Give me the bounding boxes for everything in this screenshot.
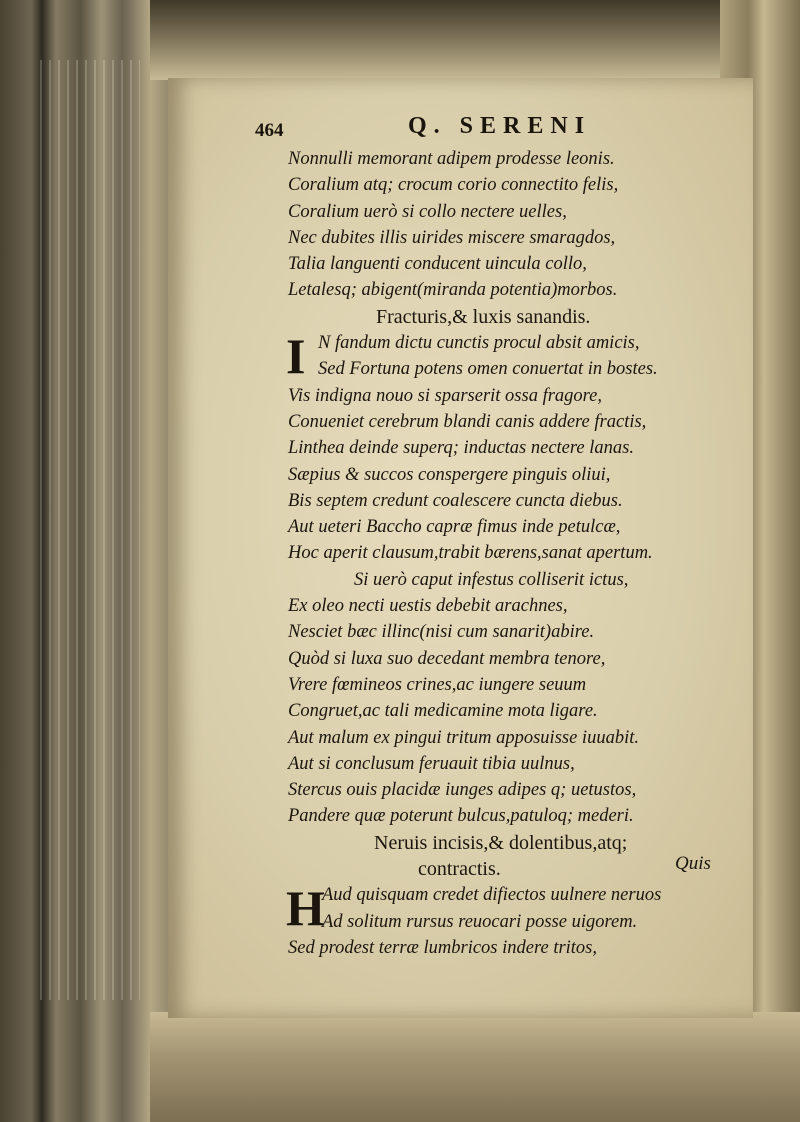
verse-line: Nesciet bæc illinc(nisi cum sanarit)abire. [288,622,595,643]
verse-line: Vrere fœmineos crines,ac iungere seuum [288,674,587,695]
verse-line: Coralium atq; crocum corio connectito felis, [288,175,619,196]
verse-line: Linthea deinde superq; inductas nectere lanas. [288,438,634,459]
section-heading-continued: contractis. [418,858,501,881]
verse-line: N fandum dictu cunctis procul absit amicis, [318,333,640,354]
verse-line: Letalesq; abigent(miranda potentia)morbos. [288,280,618,301]
running-head: Q. SERENI [408,113,592,139]
verse-line: Aud quisquam credet difiectos uulnere neruos [322,885,662,906]
poem-text [288,146,728,961]
verse-line: Nec dubites illis uirides miscere smaragdos, [288,227,616,248]
page-edge-lines [40,60,140,1000]
verse-line: Aut si conclusum feruauit tibia uulnus, [288,753,575,774]
verse-line: Ex oleo necti uestis debebit arachnes, [288,596,568,617]
verse-line: Talia languenti conducent uincula collo, [288,254,587,275]
page-number: 464 [255,120,284,141]
drop-cap: I [286,328,306,385]
verse-line: Stercus ouis placidæ iunges adipes q; uetustos, [288,780,637,801]
verse-line: Hoc aperit clausum,trabit bærens,sanat apertum. [288,543,653,564]
verse-line: Sæpius & succos conspergere pinguis oliui, [288,464,611,485]
top-background [150,0,800,80]
verse-line: Conueniet cerebrum blandi canis addere fractis, [288,411,647,432]
dropcap-block [288,330,728,383]
verse-line: Pandere quæ poterunt bulcus,patuloq; mederi. [288,806,634,827]
section-heading: Fracturis,& luxis sanandis. [376,305,591,328]
verse-line: Sed prodest terræ lumbricos indere tritos, [288,937,598,958]
verse-line: Nonnulli memorant adipem prodesse leonis. [288,149,615,169]
catchword: Quis [675,853,711,874]
verse-line: Ad solitum rursus reuocari posse uigorem. [322,911,638,932]
verse-line: Bis septem credunt coalescere cuncta diebus. [288,490,623,511]
verse-line: Vis indigna nouo si sparserit ossa fragore, [288,385,603,406]
verse-line: Aut malum ex pingui tritum apposuisse iuuabit. [288,727,639,748]
bottom-background [150,1012,800,1122]
verse-line: Quòd si luxa suo decedant membra tenore, [288,648,606,669]
verse-line: Congruet,ac tali medicamine mota ligare. [288,701,598,722]
verse-line-indented: Si uerò caput infestus colliserit ictus, [354,569,629,590]
verse-line: Coralium uerò si collo nectere uelles, [288,201,567,222]
section-heading: Neruis incisis,& dolentibus,atq; [374,831,628,854]
dropcap-block [288,882,728,935]
verse-line: Sed Fortuna potens omen conuertat in bostes. [318,359,658,380]
verse-line: Aut ueteri Baccho capræ fimus inde petulcæ, [288,517,621,538]
drop-cap: H [286,880,325,937]
